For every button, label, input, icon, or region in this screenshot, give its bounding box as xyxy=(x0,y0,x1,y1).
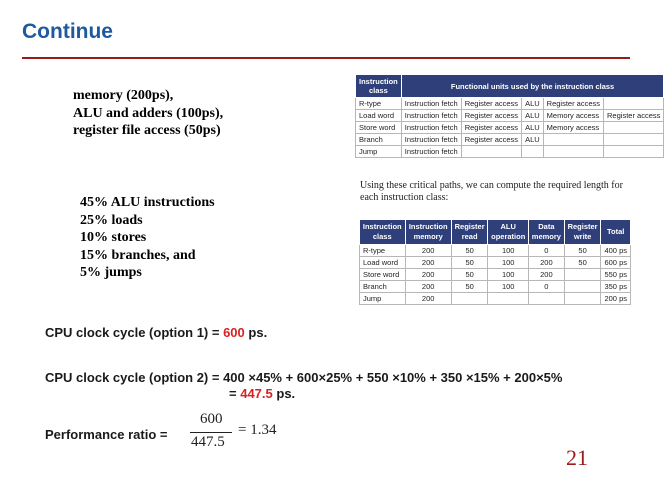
title-divider xyxy=(22,57,630,59)
option2-value: 447.5 xyxy=(240,386,273,401)
ratio-numerator: 600 xyxy=(200,411,223,427)
option1-prefix: CPU clock cycle (option 1) = xyxy=(45,325,224,340)
table1-cell xyxy=(522,146,544,158)
table2-cell: 50 xyxy=(451,245,488,257)
table2-cell: 0 xyxy=(529,245,565,257)
table2-cell: 200 xyxy=(529,269,565,281)
table2-cell: 550 ps xyxy=(601,269,631,281)
slide-title: Continue xyxy=(22,20,113,43)
table2-cell xyxy=(564,293,601,305)
option2-unit: ps. xyxy=(272,386,296,401)
performance-ratio-label: Performance ratio = xyxy=(45,427,168,442)
table2-cell: 100 xyxy=(488,281,529,293)
table2-cell: Branch xyxy=(360,281,406,293)
table2-cell: 200 xyxy=(405,245,451,257)
table1-cell: Branch xyxy=(356,134,402,146)
table1-row xyxy=(356,110,664,122)
table1-cell: Register access xyxy=(461,98,521,110)
table1-cell xyxy=(604,122,664,134)
table1-cell: Register access xyxy=(604,110,664,122)
table2-cell: Load word xyxy=(360,257,406,269)
delay-alu: ALU and adders (100ps), xyxy=(73,105,224,121)
table2-header: Register write xyxy=(564,220,601,245)
table1-cell: Store word xyxy=(356,122,402,134)
table1-cell: Instruction fetch xyxy=(401,98,461,110)
option1-line xyxy=(45,325,267,340)
table2-cell: 50 xyxy=(564,257,601,269)
table1-row xyxy=(356,134,664,146)
table2-cell xyxy=(451,293,488,305)
option1-unit: ps. xyxy=(244,325,268,340)
table2-cell xyxy=(529,293,565,305)
critical-path-caption: Using these critical paths, we can compute the required length for each instruction class: xyxy=(360,180,623,203)
delay-memory: memory (200ps), xyxy=(73,88,174,103)
table1-cell: R-type xyxy=(356,98,402,110)
table1-cell: Register access xyxy=(461,110,521,122)
page-number: 21 xyxy=(566,445,588,470)
table2-header: Instruction memory xyxy=(405,220,451,245)
table2-cell: 200 xyxy=(405,269,451,281)
table1-cell: Instruction fetch xyxy=(401,146,461,158)
table2-cell: 200 ps xyxy=(601,293,631,305)
option1-value: 600 xyxy=(223,325,245,340)
table2-cell: 200 xyxy=(405,293,451,305)
table2-cell: 50 xyxy=(451,281,488,293)
option2-expression: CPU clock cycle (option 2) = 400 ×45% + 600×25% + 550 ×10% + 350 ×15% + 200×5% xyxy=(45,370,563,385)
table1-header-class: Instruction class xyxy=(356,75,402,98)
table1-cell xyxy=(604,134,664,146)
table1-cell: ALU xyxy=(522,122,544,134)
table2-cell: 50 xyxy=(564,245,601,257)
functional-units-table xyxy=(355,74,664,158)
table2-header: ALU operation xyxy=(488,220,529,245)
table2-cell: 100 xyxy=(488,245,529,257)
table1-cell xyxy=(543,134,603,146)
mix-branches: 15% branches, and xyxy=(80,247,196,263)
table2-cell: 100 xyxy=(488,269,529,281)
table1-cell: Instruction fetch xyxy=(401,110,461,122)
table1-cell: Memory access xyxy=(543,122,603,134)
table2-header: Register read xyxy=(451,220,488,245)
table2-cell: 200 xyxy=(405,281,451,293)
table2-row xyxy=(360,257,631,269)
table2-row xyxy=(360,245,631,257)
table1-cell: Register access xyxy=(543,98,603,110)
table1-cell: Instruction fetch xyxy=(401,122,461,134)
table1-cell: Instruction fetch xyxy=(401,134,461,146)
table1-header-units: Functional units used by the instruction class xyxy=(401,75,664,98)
table1-cell: Register access xyxy=(461,134,521,146)
table2-cell: 600 ps xyxy=(601,257,631,269)
table2-cell: 200 xyxy=(405,257,451,269)
table1-cell xyxy=(543,146,603,158)
table1-cell xyxy=(604,98,664,110)
table1-row xyxy=(356,98,664,110)
table1-cell xyxy=(604,146,664,158)
table2-cell: Store word xyxy=(360,269,406,281)
table1-row xyxy=(356,122,664,134)
mix-alu: 45% ALU instructions xyxy=(80,195,215,210)
table2-cell: 50 xyxy=(451,257,488,269)
component-delays xyxy=(73,87,223,140)
table1-cell: Memory access xyxy=(543,110,603,122)
table1-cell: ALU xyxy=(522,98,544,110)
critical-path-table xyxy=(359,219,631,305)
table2-row xyxy=(360,269,631,281)
table2-cell: 0 xyxy=(529,281,565,293)
table2-cell: 400 ps xyxy=(601,245,631,257)
table1-cell xyxy=(461,146,521,158)
mix-loads: 25% loads xyxy=(80,212,143,228)
table1-cell: ALU xyxy=(522,134,544,146)
ratio-result: = 1.34 xyxy=(238,422,277,438)
table2-header: Instruction class xyxy=(360,220,406,245)
option2-eq: = xyxy=(229,386,241,401)
mix-stores: 10% stores xyxy=(80,230,147,245)
table1-cell: ALU xyxy=(522,110,544,122)
table2-row xyxy=(360,293,631,305)
delay-register-file: register file access (50ps) xyxy=(73,123,221,138)
table2-cell: 100 xyxy=(488,257,529,269)
table2-row xyxy=(360,281,631,293)
table1-cell: Jump xyxy=(356,146,402,158)
table2-cell xyxy=(488,293,529,305)
table1-row xyxy=(356,146,664,158)
table2-header: Data memory xyxy=(529,220,565,245)
table2-cell xyxy=(564,269,601,281)
fraction-bar xyxy=(190,432,232,433)
table2-cell: R-type xyxy=(360,245,406,257)
table1-cell: Register access xyxy=(461,122,521,134)
instruction-mix xyxy=(80,194,215,282)
option2-result xyxy=(229,386,295,401)
ratio-denominator: 447.5 xyxy=(191,434,225,450)
table2-cell xyxy=(564,281,601,293)
table2-header: Total xyxy=(601,220,631,245)
table2-cell: Jump xyxy=(360,293,406,305)
table2-cell: 350 ps xyxy=(601,281,631,293)
mix-jumps: 5% jumps xyxy=(80,265,142,280)
table2-cell: 200 xyxy=(529,257,565,269)
table1-cell: Load word xyxy=(356,110,402,122)
table2-cell: 50 xyxy=(451,269,488,281)
